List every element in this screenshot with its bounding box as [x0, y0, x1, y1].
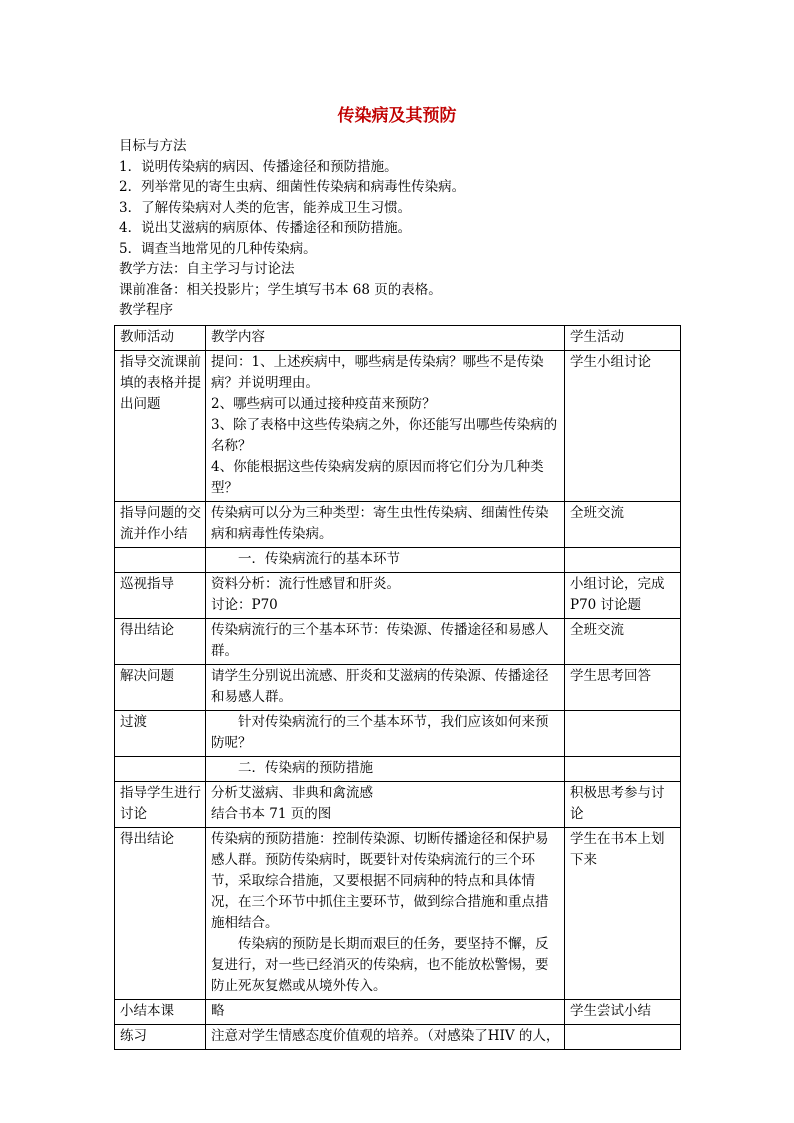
header-teaching-content: 教学内容 [206, 326, 565, 351]
content-line: 4、你能根据这些传染病发病的原因而将它们分为几种类型？ [211, 459, 544, 496]
table-row [115, 619, 681, 665]
student-activity-cell: 小组讨论，完成P70 讨论题 [565, 573, 681, 619]
table-row [115, 665, 681, 711]
teacher-activity-cell: 指导学生进行讨论 [115, 782, 206, 828]
content-line: 2、哪些病可以通过接种疫苗来预防？ [211, 396, 436, 412]
teaching-method: 教学方法：自主学习与讨论法 [119, 261, 295, 277]
intro-heading: 目标与方法 [119, 138, 187, 154]
table-row [115, 502, 681, 548]
content-line: 传染病的预防是长期而艰巨的任务，要坚持不懈，反复进行，对一些已经消灭的传染病，也不能放松警惕，要防止死灰复燃或从境外传入。 [211, 936, 549, 994]
student-activity-cell: 学生尝试小结 [565, 1000, 681, 1025]
content-line: 结合书本 71 页的图 [211, 806, 332, 822]
preparation: 课前准备：相关投影片；学生填写书本 68 页的表格。 [119, 281, 442, 298]
page-title: 传染病及其预防 [337, 106, 457, 126]
content-cell [206, 573, 565, 619]
objective-item: 1．说明传染病的病因、传播途径和预防措施。 [119, 158, 398, 175]
table-row [115, 711, 681, 757]
content-line: 3、除了表格中这些传染病之外，你还能写出哪些传染病的名称？ [211, 417, 558, 454]
content-cell [206, 351, 565, 502]
student-activity-cell: 积极思考参与讨论 [565, 782, 681, 828]
content-cell [206, 782, 565, 828]
student-activity-cell: 学生在书本上划下来 [565, 828, 681, 1000]
content-cell [206, 665, 565, 711]
content-line: 传染病可以分为三种类型：寄生虫性传染病、细菌性传染病和病毒性传染病。 [211, 505, 549, 542]
content-cell [206, 1025, 565, 1050]
table-row [115, 1000, 681, 1025]
content-line: 分析艾滋病、非典和禽流感 [211, 785, 373, 801]
table-row [115, 757, 681, 782]
teacher-activity-cell: 小结本课 [115, 1000, 206, 1025]
teacher-activity-cell: 指导交流课前填的表格并提出问题 [115, 351, 206, 502]
lesson-table [114, 325, 681, 1050]
lesson-objectives [119, 136, 679, 321]
objective-item: 5．调查当地常见的几种传染病。 [119, 240, 317, 257]
content-line: 提问：1、上述疾病中，哪些病是传染病？哪些不是传染病？并说明理由。 [211, 354, 544, 391]
teacher-activity-cell: 巡视指导 [115, 573, 206, 619]
student-activity-cell: 学生思考回答 [565, 665, 681, 711]
teacher-activity-cell: 得出结论 [115, 828, 206, 1000]
header-teacher-activity: 教师活动 [115, 326, 206, 351]
student-activity-cell [565, 757, 681, 782]
content-line: 针对传染病流行的三个基本环节，我们应该如何来预防呢？ [211, 714, 549, 751]
table-row [115, 548, 681, 573]
table-row [115, 1025, 681, 1050]
teacher-activity-cell: 过渡 [115, 711, 206, 757]
objective-item: 3．了解传染病对人类的危害，能养成卫生习惯。 [119, 199, 412, 216]
content-line: 请学生分别说出流感、肝炎和艾滋病的传染源、传播途径和易感人群。 [211, 668, 549, 705]
section-heading: 一．传染病流行的基本环节 [238, 551, 400, 567]
content-cell [206, 828, 565, 1000]
section-heading: 二．传染病的预防措施 [238, 760, 373, 776]
content-line: 略 [211, 1003, 225, 1019]
content-line: 讨论：P70 [211, 597, 278, 613]
teacher-activity-cell: 练习 [115, 1025, 206, 1050]
content-cell [206, 711, 565, 757]
student-activity-cell [565, 711, 681, 757]
table-row [115, 782, 681, 828]
content-cell [206, 1000, 565, 1025]
objective-item: 2．列举常见的寄生虫病、细菌性传染病和病毒性传染病。 [119, 179, 466, 195]
content-line: 资料分析：流行性感冒和肝炎。 [211, 576, 400, 592]
content-cell [206, 502, 565, 548]
table-row [115, 351, 681, 502]
teacher-activity-cell [115, 548, 206, 573]
content-line: 传染病的预防措施：控制传染源、切断传播途径和保护易感人群。预防传染病时，既要针对传染病流行的三个环节，采取综合措施，又要根据不同病种的特点和具体情况，在三个环节中抓住主要环节，做到综合措施和重点措施相结合。 [211, 831, 549, 931]
table-row [115, 573, 681, 619]
student-activity-cell [565, 1025, 681, 1050]
teacher-activity-cell [115, 757, 206, 782]
content-line: 注意对学生情感态度价值观的培养。（对感染了HIV 的人， [211, 1028, 560, 1044]
section-heading-cell [206, 548, 565, 573]
content-cell [206, 619, 565, 665]
header-student-activity: 学生活动 [565, 326, 681, 351]
section-heading-cell [206, 757, 565, 782]
student-activity-cell: 学生小组讨论 [565, 351, 681, 502]
student-activity-cell [565, 548, 681, 573]
teacher-activity-cell: 指导问题的交流并作小结 [115, 502, 206, 548]
teacher-activity-cell: 解决问题 [115, 665, 206, 711]
procedure-heading: 教学程序 [119, 302, 173, 318]
student-activity-cell: 全班交流 [565, 502, 681, 548]
table-header-row [115, 326, 681, 351]
table-row [115, 828, 681, 1000]
content-line: 传染病流行的三个基本环节：传染源、传播途径和易感人群。 [211, 622, 549, 659]
student-activity-cell: 全班交流 [565, 619, 681, 665]
teacher-activity-cell: 得出结论 [115, 619, 206, 665]
objective-item: 4．说出艾滋病的病原体、传播途径和预防措施。 [119, 220, 412, 236]
